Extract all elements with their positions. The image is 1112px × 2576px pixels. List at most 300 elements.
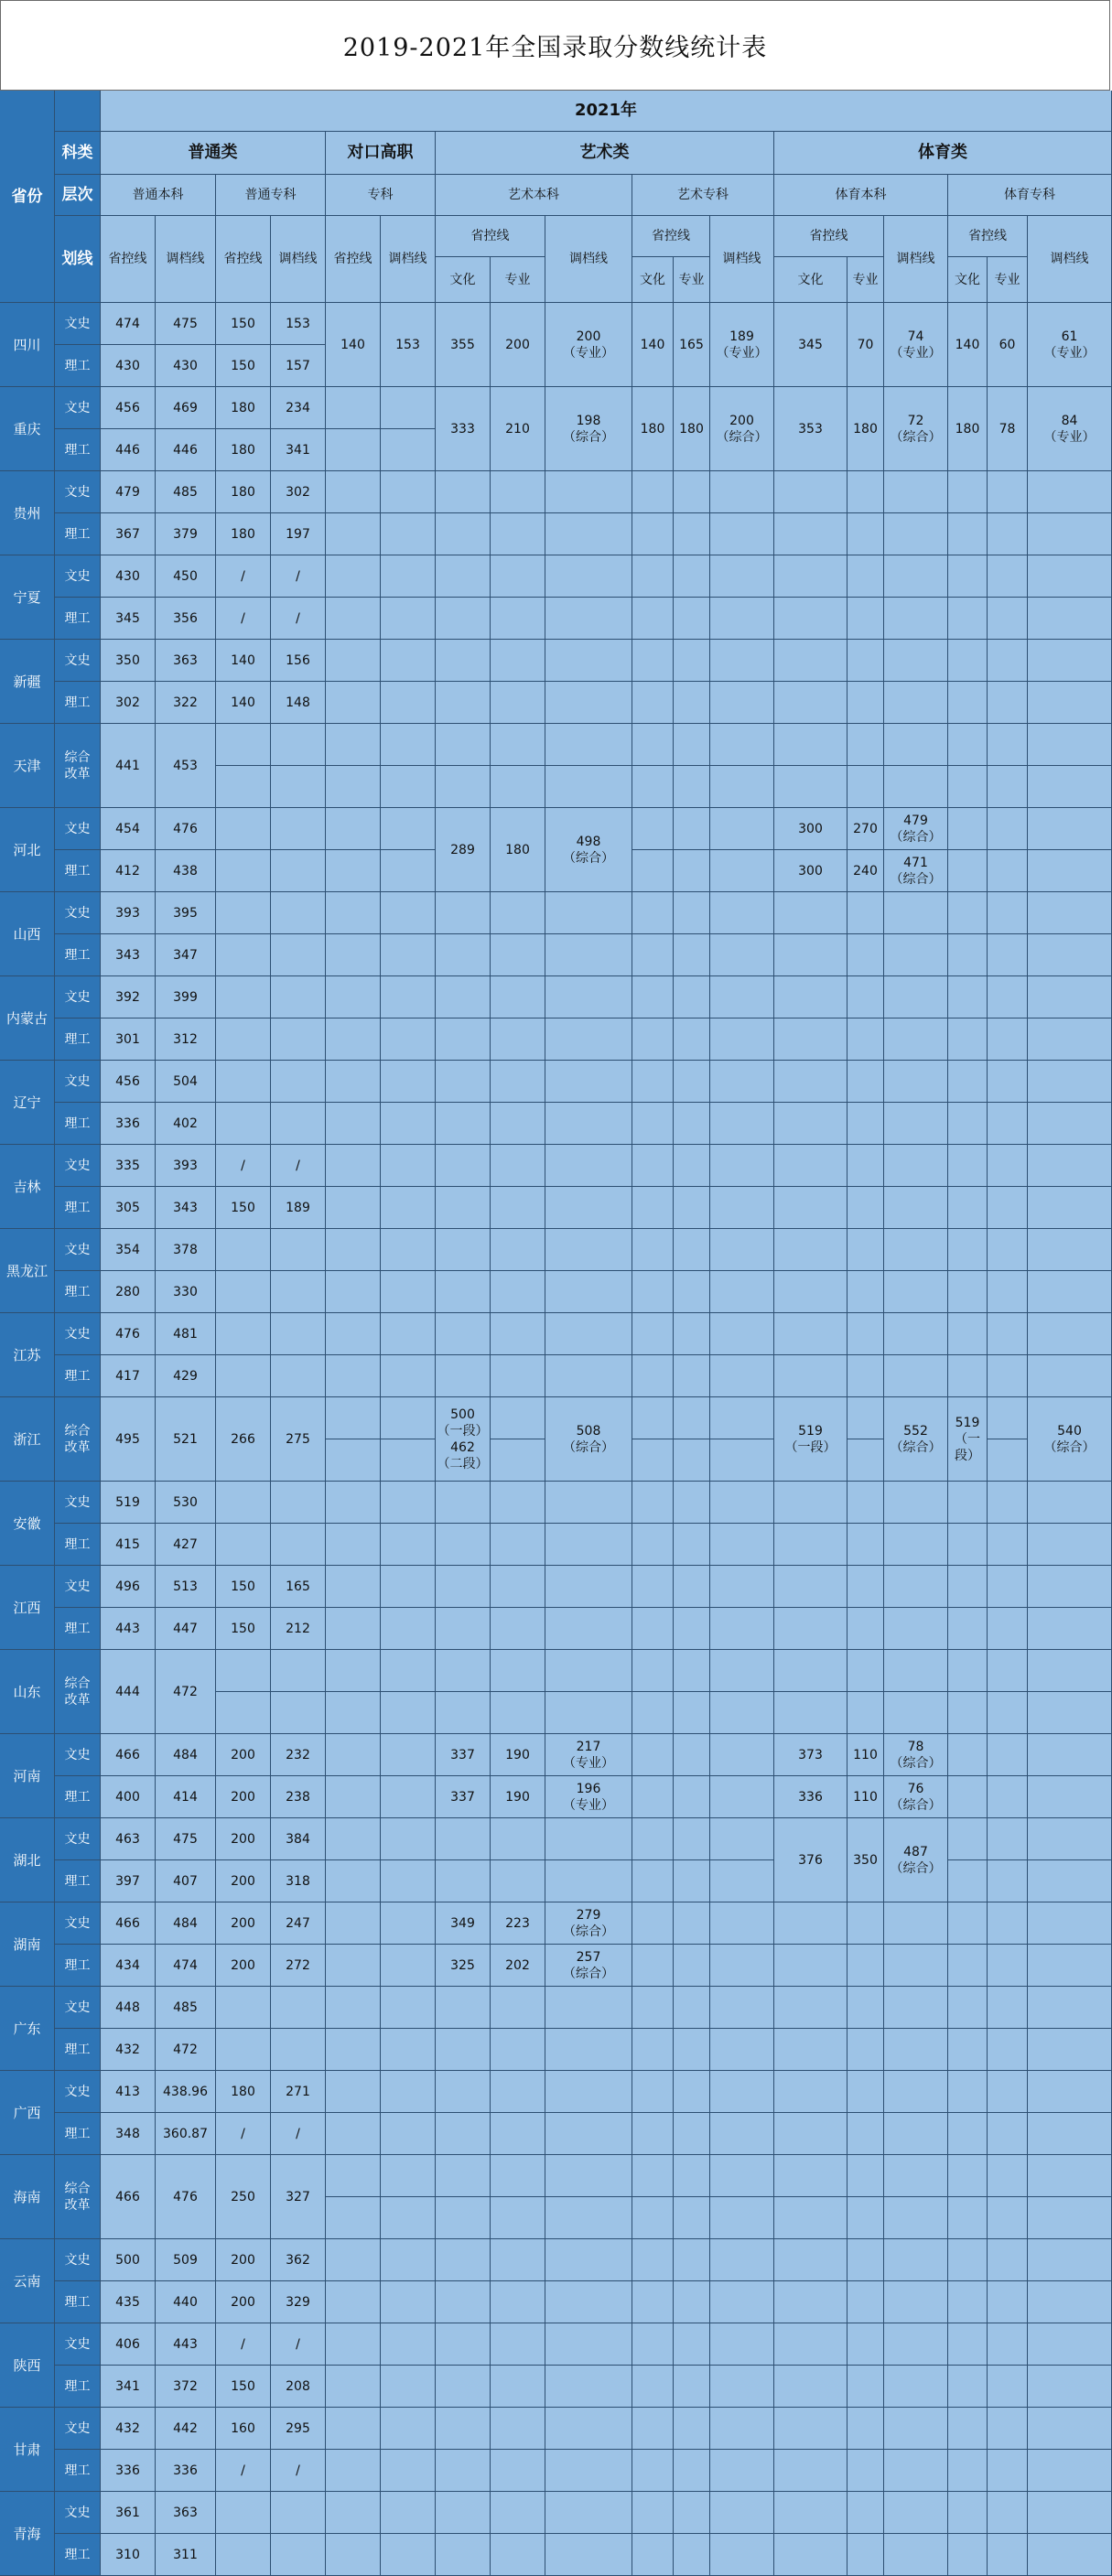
table-cell: 110	[847, 1734, 884, 1776]
table-cell: 78	[988, 387, 1028, 471]
table-cell	[491, 2366, 545, 2408]
table-cell: 440	[156, 2281, 216, 2323]
table-cell: 272	[271, 1945, 326, 1987]
subject-label: 理工	[55, 2366, 101, 2408]
table-cell: 180	[632, 387, 674, 471]
table-cell	[436, 934, 491, 976]
table-cell	[381, 766, 436, 808]
table-cell	[545, 2113, 632, 2155]
table-cell: 530	[156, 1482, 216, 1524]
header-blank	[55, 91, 101, 132]
table-cell	[1028, 1818, 1112, 1860]
header-tiaodang: 调档线	[545, 216, 632, 303]
header-zhuanye: 专业	[988, 257, 1028, 303]
table-cell	[381, 2366, 436, 2408]
table-cell	[381, 555, 436, 598]
header-lv-sp-zhuan: 体育专科	[948, 175, 1112, 216]
table-cell	[774, 2029, 847, 2071]
table-cell	[710, 471, 774, 513]
table-cell: 406	[101, 2323, 156, 2366]
table-cell	[1028, 2408, 1112, 2450]
table-cell: 498 （综合）	[545, 808, 632, 892]
table-cell	[948, 1818, 988, 1860]
table-cell	[710, 1439, 774, 1482]
header-wenhua: 文化	[632, 257, 674, 303]
table-cell	[326, 1818, 381, 1860]
table-cell	[491, 1313, 545, 1355]
table-cell	[710, 513, 774, 555]
table-cell	[674, 2534, 710, 2576]
table-cell	[948, 2071, 988, 2113]
header-shengkong: 省控线	[632, 216, 710, 257]
table-cell	[988, 2281, 1028, 2323]
table-cell: 110	[847, 1776, 884, 1818]
table-cell	[710, 1987, 774, 2029]
subject-label: 综合 改革	[55, 1650, 101, 1734]
table-cell: 441	[101, 724, 156, 808]
table-cell	[948, 2323, 988, 2366]
subject-label: 理工	[55, 1608, 101, 1650]
table-cell	[632, 598, 674, 640]
table-cell	[491, 1019, 545, 1061]
table-cell	[632, 1482, 674, 1524]
table-cell	[436, 1019, 491, 1061]
table-cell	[381, 471, 436, 513]
table-cell	[674, 1902, 710, 1945]
table-cell	[436, 1860, 491, 1902]
table-cell: 196 （专业）	[545, 1776, 632, 1818]
table-cell	[988, 1103, 1028, 1145]
table-cell	[326, 682, 381, 724]
table-cell: 336	[101, 2450, 156, 2492]
table-cell	[491, 892, 545, 934]
subject-label: 理工	[55, 2281, 101, 2323]
table-cell: 280	[101, 1271, 156, 1313]
subject-label: 文史	[55, 2239, 101, 2281]
table-cell	[774, 2450, 847, 2492]
table-cell: 407	[156, 1860, 216, 1902]
table-cell	[884, 471, 948, 513]
table-cell	[381, 1187, 436, 1229]
table-cell	[774, 2155, 847, 2197]
table-cell	[988, 1692, 1028, 1734]
table-cell	[847, 1692, 884, 1734]
province-name: 安徽	[0, 1482, 55, 1566]
table-cell	[884, 682, 948, 724]
table-cell	[216, 892, 271, 934]
table-cell	[948, 2029, 988, 2071]
table-cell	[774, 1229, 847, 1271]
table-cell: 438.96	[156, 2071, 216, 2113]
table-cell	[381, 682, 436, 724]
table-cell	[436, 1271, 491, 1313]
header-wenhua: 文化	[774, 257, 847, 303]
table-cell: 208	[271, 2366, 326, 2408]
table-cell	[847, 1061, 884, 1103]
table-cell	[326, 555, 381, 598]
table-cell	[632, 724, 674, 766]
table-cell: 329	[271, 2281, 326, 2323]
province-name: 宁夏	[0, 555, 55, 640]
table-cell	[491, 1187, 545, 1229]
table-cell	[632, 1061, 674, 1103]
table-cell	[491, 724, 545, 766]
table-cell: 200	[216, 1860, 271, 1902]
table-cell: 140	[216, 640, 271, 682]
province-name: 云南	[0, 2239, 55, 2323]
table-cell	[381, 1145, 436, 1187]
table-cell	[710, 1566, 774, 1608]
table-cell: /	[216, 2450, 271, 2492]
table-cell	[545, 1482, 632, 1524]
table-cell	[884, 2534, 948, 2576]
table-cell	[1028, 934, 1112, 976]
subject-label: 综合 改革	[55, 1397, 101, 1482]
table-cell	[847, 2029, 884, 2071]
subject-label: 文史	[55, 1145, 101, 1187]
table-cell: 466	[101, 1902, 156, 1945]
table-cell	[847, 2155, 884, 2197]
table-cell	[545, 1566, 632, 1608]
table-cell	[545, 1608, 632, 1650]
table-cell: 295	[271, 2408, 326, 2450]
table-cell	[326, 2113, 381, 2155]
table-cell	[381, 2197, 436, 2239]
table-cell	[988, 513, 1028, 555]
table-cell	[491, 2408, 545, 2450]
table-cell	[1028, 2366, 1112, 2408]
table-cell	[847, 1524, 884, 1566]
table-cell	[674, 766, 710, 808]
table-cell	[847, 2450, 884, 2492]
table-cell	[774, 1524, 847, 1566]
table-cell	[710, 1397, 774, 1439]
table-cell	[381, 1397, 436, 1439]
table-cell: 495	[101, 1397, 156, 1482]
table-cell	[710, 1734, 774, 1776]
table-cell: /	[216, 2113, 271, 2155]
table-cell: 200	[216, 1902, 271, 1945]
table-cell: 354	[101, 1229, 156, 1271]
province-name: 青海	[0, 2492, 55, 2576]
table-cell: 442	[156, 2408, 216, 2450]
table-cell	[674, 2239, 710, 2281]
table-cell	[545, 1355, 632, 1397]
table-cell	[847, 934, 884, 976]
table-cell	[381, 1945, 436, 1987]
table-cell	[884, 2197, 948, 2239]
header-zhuanye: 专业	[491, 257, 545, 303]
table-cell	[674, 1860, 710, 1902]
table-cell: 513	[156, 1566, 216, 1608]
table-cell	[491, 2450, 545, 2492]
table-cell	[545, 892, 632, 934]
table-cell	[216, 1229, 271, 1271]
table-cell	[674, 555, 710, 598]
table-cell	[271, 724, 326, 766]
table-cell	[632, 1229, 674, 1271]
table-cell	[1028, 1945, 1112, 1987]
province-name: 陕西	[0, 2323, 55, 2408]
table-cell: 508 （综合）	[545, 1397, 632, 1482]
table-cell	[632, 471, 674, 513]
table-cell	[271, 1103, 326, 1145]
table-cell	[988, 850, 1028, 892]
table-cell	[326, 2323, 381, 2366]
table-cell: 279 （综合）	[545, 1902, 632, 1945]
table-cell	[216, 1482, 271, 1524]
table-cell	[710, 640, 774, 682]
table-cell: 180	[216, 429, 271, 471]
table-cell: 435	[101, 2281, 156, 2323]
table-cell: 140	[216, 682, 271, 724]
table-cell	[326, 1987, 381, 2029]
subject-label: 文史	[55, 1229, 101, 1271]
table-cell	[436, 1987, 491, 2029]
table-cell: /	[271, 2450, 326, 2492]
table-cell	[326, 1355, 381, 1397]
table-cell	[271, 1650, 326, 1692]
table-cell	[948, 1734, 988, 1776]
table-cell	[545, 682, 632, 724]
table-cell	[632, 1987, 674, 2029]
table-cell	[381, 1692, 436, 1734]
table-cell	[988, 1439, 1028, 1482]
table-cell	[381, 2408, 436, 2450]
table-cell: 456	[101, 1061, 156, 1103]
table-cell	[948, 2197, 988, 2239]
table-cell	[271, 1229, 326, 1271]
table-cell: 485	[156, 471, 216, 513]
table-cell	[1028, 1987, 1112, 2029]
table-cell	[326, 724, 381, 766]
table-cell	[436, 1482, 491, 1524]
table-cell	[1028, 1482, 1112, 1524]
table-cell	[545, 2071, 632, 2113]
table-cell: 345	[774, 303, 847, 387]
subject-label: 文史	[55, 2323, 101, 2366]
header-lv-gen-ben: 普通本科	[101, 175, 216, 216]
table-cell: 379	[156, 513, 216, 555]
table-cell	[884, 1524, 948, 1566]
table-cell	[1028, 1860, 1112, 1902]
table-cell: 232	[271, 1734, 326, 1776]
table-cell: 223	[491, 1902, 545, 1945]
table-cell: 200	[491, 303, 545, 387]
table-cell: 198 （综合）	[545, 387, 632, 471]
table-cell	[847, 598, 884, 640]
table-cell	[271, 1692, 326, 1734]
table-cell	[847, 1608, 884, 1650]
table-cell	[271, 2492, 326, 2534]
subject-label: 理工	[55, 513, 101, 555]
table-cell	[774, 555, 847, 598]
table-cell: 476	[156, 808, 216, 850]
table-cell: 60	[988, 303, 1028, 387]
table-cell	[1028, 2323, 1112, 2366]
table-cell: 448	[101, 1987, 156, 2029]
table-cell: 413	[101, 2071, 156, 2113]
table-cell	[436, 555, 491, 598]
table-cell	[884, 1650, 948, 1692]
table-cell	[216, 1103, 271, 1145]
table-cell	[774, 682, 847, 724]
table-cell	[847, 892, 884, 934]
table-cell	[381, 1818, 436, 1860]
table-cell	[988, 1650, 1028, 1692]
table-cell	[988, 1776, 1028, 1818]
table-cell	[216, 976, 271, 1019]
table-cell: 432	[101, 2029, 156, 2071]
table-cell	[271, 766, 326, 808]
table-cell	[774, 2113, 847, 2155]
table-cell	[436, 1355, 491, 1397]
table-cell: 496	[101, 1566, 156, 1608]
table-cell	[948, 2366, 988, 2408]
table-cell: 393	[156, 1145, 216, 1187]
table-cell: 500	[101, 2239, 156, 2281]
table-cell	[988, 2323, 1028, 2366]
subject-label: 理工	[55, 1019, 101, 1061]
subject-label: 理工	[55, 1945, 101, 1987]
table-cell	[491, 976, 545, 1019]
table-cell	[271, 1019, 326, 1061]
table-cell	[674, 640, 710, 682]
table-cell	[1028, 1524, 1112, 1566]
table-cell	[545, 2155, 632, 2197]
table-cell	[710, 1019, 774, 1061]
table-cell: 485	[156, 1987, 216, 2029]
subject-label: 综合 改革	[55, 724, 101, 808]
table-cell	[545, 471, 632, 513]
table-cell	[326, 598, 381, 640]
score-table	[0, 91, 1112, 2576]
table-cell: 484	[156, 1734, 216, 1776]
table-cell	[710, 1187, 774, 1229]
table-cell	[381, 1061, 436, 1103]
table-cell	[847, 1902, 884, 1945]
table-cell	[988, 1061, 1028, 1103]
table-cell	[632, 1019, 674, 1061]
table-cell	[1028, 555, 1112, 598]
table-cell	[326, 850, 381, 892]
subject-label: 理工	[55, 1187, 101, 1229]
table-cell: 362	[271, 2239, 326, 2281]
table-cell: 250	[216, 2155, 271, 2239]
table-cell	[948, 1650, 988, 1692]
table-cell	[271, 1355, 326, 1397]
subject-label: 理工	[55, 682, 101, 724]
table-cell	[491, 513, 545, 555]
table-cell	[774, 2323, 847, 2366]
table-cell	[710, 1355, 774, 1397]
table-cell	[1028, 1608, 1112, 1650]
header-lv-art-ben: 艺术本科	[436, 175, 632, 216]
table-cell	[436, 1650, 491, 1692]
table-cell: 393	[101, 892, 156, 934]
table-cell	[884, 2155, 948, 2197]
table-cell	[884, 1061, 948, 1103]
table-cell	[1028, 892, 1112, 934]
table-cell	[545, 1145, 632, 1187]
table-cell	[948, 976, 988, 1019]
table-cell	[948, 1229, 988, 1271]
table-cell	[674, 1103, 710, 1145]
table-cell	[436, 2408, 491, 2450]
table-cell: 336	[774, 1776, 847, 1818]
table-cell	[1028, 1313, 1112, 1355]
table-cell: 466	[101, 2155, 156, 2239]
table-cell	[436, 2450, 491, 2492]
table-cell	[326, 2492, 381, 2534]
table-cell: 356	[156, 598, 216, 640]
table-cell	[216, 724, 271, 766]
table-cell	[847, 1650, 884, 1692]
table-cell: 180	[216, 2071, 271, 2113]
table-cell: 310	[101, 2534, 156, 2576]
table-cell	[632, 2113, 674, 2155]
table-cell: 438	[156, 850, 216, 892]
table-cell	[884, 1313, 948, 1355]
table-cell	[1028, 471, 1112, 513]
table-cell	[674, 1692, 710, 1734]
table-cell	[884, 934, 948, 976]
table-cell	[948, 598, 988, 640]
table-cell	[948, 2450, 988, 2492]
table-cell	[774, 2071, 847, 2113]
table-cell	[674, 1987, 710, 2029]
table-cell	[988, 2534, 1028, 2576]
table-cell	[847, 471, 884, 513]
table-cell	[632, 808, 674, 850]
table-cell	[674, 1355, 710, 1397]
table-cell	[436, 2029, 491, 2071]
table-cell: 519	[101, 1482, 156, 1524]
table-cell	[381, 1019, 436, 1061]
table-cell: 443	[156, 2323, 216, 2366]
table-cell	[545, 2281, 632, 2323]
table-cell	[847, 1313, 884, 1355]
table-cell: 234	[271, 387, 326, 429]
table-cell	[326, 1902, 381, 1945]
table-cell	[326, 429, 381, 471]
table-cell	[988, 2071, 1028, 2113]
table-cell: 150	[216, 303, 271, 345]
table-cell	[381, 2281, 436, 2323]
table-cell	[436, 513, 491, 555]
table-cell: 479	[101, 471, 156, 513]
table-cell	[381, 1313, 436, 1355]
table-cell: 450	[156, 555, 216, 598]
table-cell	[326, 808, 381, 850]
table-cell	[632, 1860, 674, 1902]
table-cell	[436, 1061, 491, 1103]
subject-label: 文史	[55, 1734, 101, 1776]
table-cell	[710, 1902, 774, 1945]
table-cell: 140	[632, 303, 674, 387]
table-cell	[436, 976, 491, 1019]
table-cell	[710, 2029, 774, 2071]
table-cell	[674, 682, 710, 724]
table-cell	[948, 724, 988, 766]
table-cell	[988, 724, 1028, 766]
table-cell	[710, 2366, 774, 2408]
table-cell	[847, 1397, 884, 1439]
table-cell	[1028, 1566, 1112, 1608]
table-cell	[774, 598, 847, 640]
table-cell	[326, 1945, 381, 1987]
table-cell: 266	[216, 1397, 271, 1482]
